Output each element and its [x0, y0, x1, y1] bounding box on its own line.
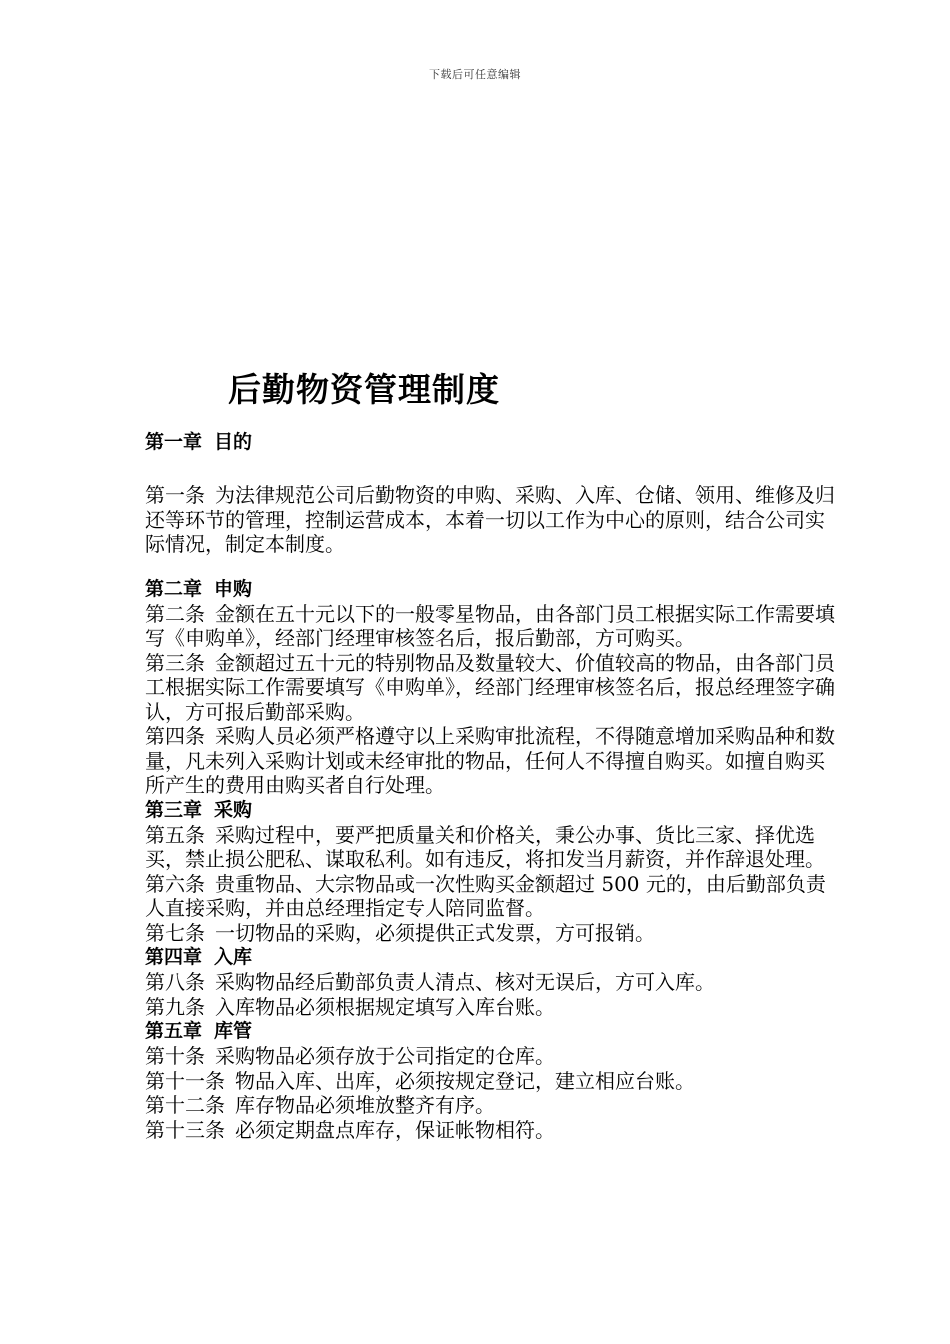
article	[145, 602, 835, 651]
article-number: 第六条	[145, 871, 205, 896]
article-text: 必须定期盘点库存，保证帐物相符。	[235, 1117, 555, 1142]
article	[145, 1093, 835, 1118]
article	[145, 995, 835, 1020]
chapter-heading	[145, 945, 835, 970]
article-number: 第二条	[145, 601, 205, 626]
article-number: 第十条	[145, 1044, 205, 1068]
chapter-name: 库管	[214, 1020, 253, 1042]
chapter-number: 第一章	[145, 431, 203, 453]
article-text: 采购过程中，要严把质量关和价格关，秉公办事、货比三家、择优选买，禁止损公肥私、谋取私利。如有违反，将扣发当月薪资，并作辞退处理。	[145, 822, 825, 871]
header-note: 下载后可任意编辑	[429, 68, 521, 81]
article-text: 为法律规范公司后勤物资的申购、采购、入库、仓储、领用、维修及归还等环节的管理，控制运营成本，本着一切以工作为中心的原则，结合公司实际情况，制定本制度。	[145, 483, 835, 556]
article	[145, 1118, 835, 1143]
article-text: 一切物品的采购，必须提供正式发票，方可报销。	[215, 920, 655, 945]
chapter-name: 申购	[214, 577, 253, 600]
article-number: 第七条	[145, 920, 205, 945]
chapter-number: 第二章	[145, 577, 203, 600]
article-number: 第一条	[145, 483, 205, 507]
chapter-number: 第五章	[145, 1020, 203, 1042]
chapter-name: 采购	[214, 798, 253, 821]
article	[145, 970, 835, 995]
article-number: 第四条	[145, 724, 205, 748]
article-text: 金额在五十元以下的一般零星物品，由各部门员工根据实际工作需要填写《申购单》，经部门经理审核签名后，报后勤部，方可购买。	[145, 601, 835, 650]
article	[145, 823, 835, 872]
article-number: 第九条	[145, 994, 205, 1019]
article	[145, 483, 835, 557]
article-text: 贵重物品、大宗物品或一次性购买金额超过 500 元的，由后勤部负责人直接采购，并由总经理指定专人陪同监督。	[145, 871, 826, 920]
article-text: 库存物品必须堆放整齐有序。	[235, 1093, 495, 1117]
article-number: 第十二条	[145, 1093, 225, 1117]
article-number: 第八条	[145, 970, 205, 994]
article	[145, 1044, 835, 1069]
article-text: 采购物品必须存放于公司指定的仓库。	[215, 1044, 555, 1068]
article-number: 第十一条	[145, 1068, 225, 1093]
article-text: 物品入库、出库，必须按规定登记，建立相应台账。	[235, 1068, 695, 1093]
article	[145, 651, 835, 725]
article-text: 入库物品必须根据规定填写入库台账。	[215, 994, 555, 1019]
article-number: 第五条	[145, 822, 205, 847]
chapter-number: 第四章	[145, 946, 203, 968]
article	[145, 724, 835, 798]
chapter-heading	[145, 577, 835, 602]
article-number: 第三条	[145, 650, 205, 675]
chapter-heading	[145, 798, 835, 823]
article-number: 第十三条	[145, 1117, 225, 1142]
article-text: 采购人员必须严格遵守以上采购审批流程，不得随意增加采购品种和数量，凡未列入采购计划或未经审批的物品，任何人不得擅自购买。如擅自购买所产生的费用由购买者自行处理。	[145, 724, 835, 797]
article	[145, 1069, 835, 1094]
article	[145, 872, 835, 921]
document-body	[145, 430, 835, 1142]
chapter-name: 目的	[214, 431, 253, 453]
chapter-number: 第三章	[145, 798, 203, 821]
chapter-heading	[145, 430, 835, 455]
document-title: 后勤物资管理制度	[228, 370, 500, 409]
article-text: 金额超过五十元的特别物品及数量较大、价值较高的物品，由各部门员工根据实际工作需要填写《申购单》，经部门经理审核签名后，报总经理签字确认，方可报后勤部采购。	[145, 650, 835, 724]
chapter-heading	[145, 1019, 835, 1044]
article-text: 采购物品经后勤部负责人清点、核对无误后，方可入库。	[215, 970, 715, 994]
article	[145, 921, 835, 946]
chapter-name: 入库	[214, 946, 253, 968]
